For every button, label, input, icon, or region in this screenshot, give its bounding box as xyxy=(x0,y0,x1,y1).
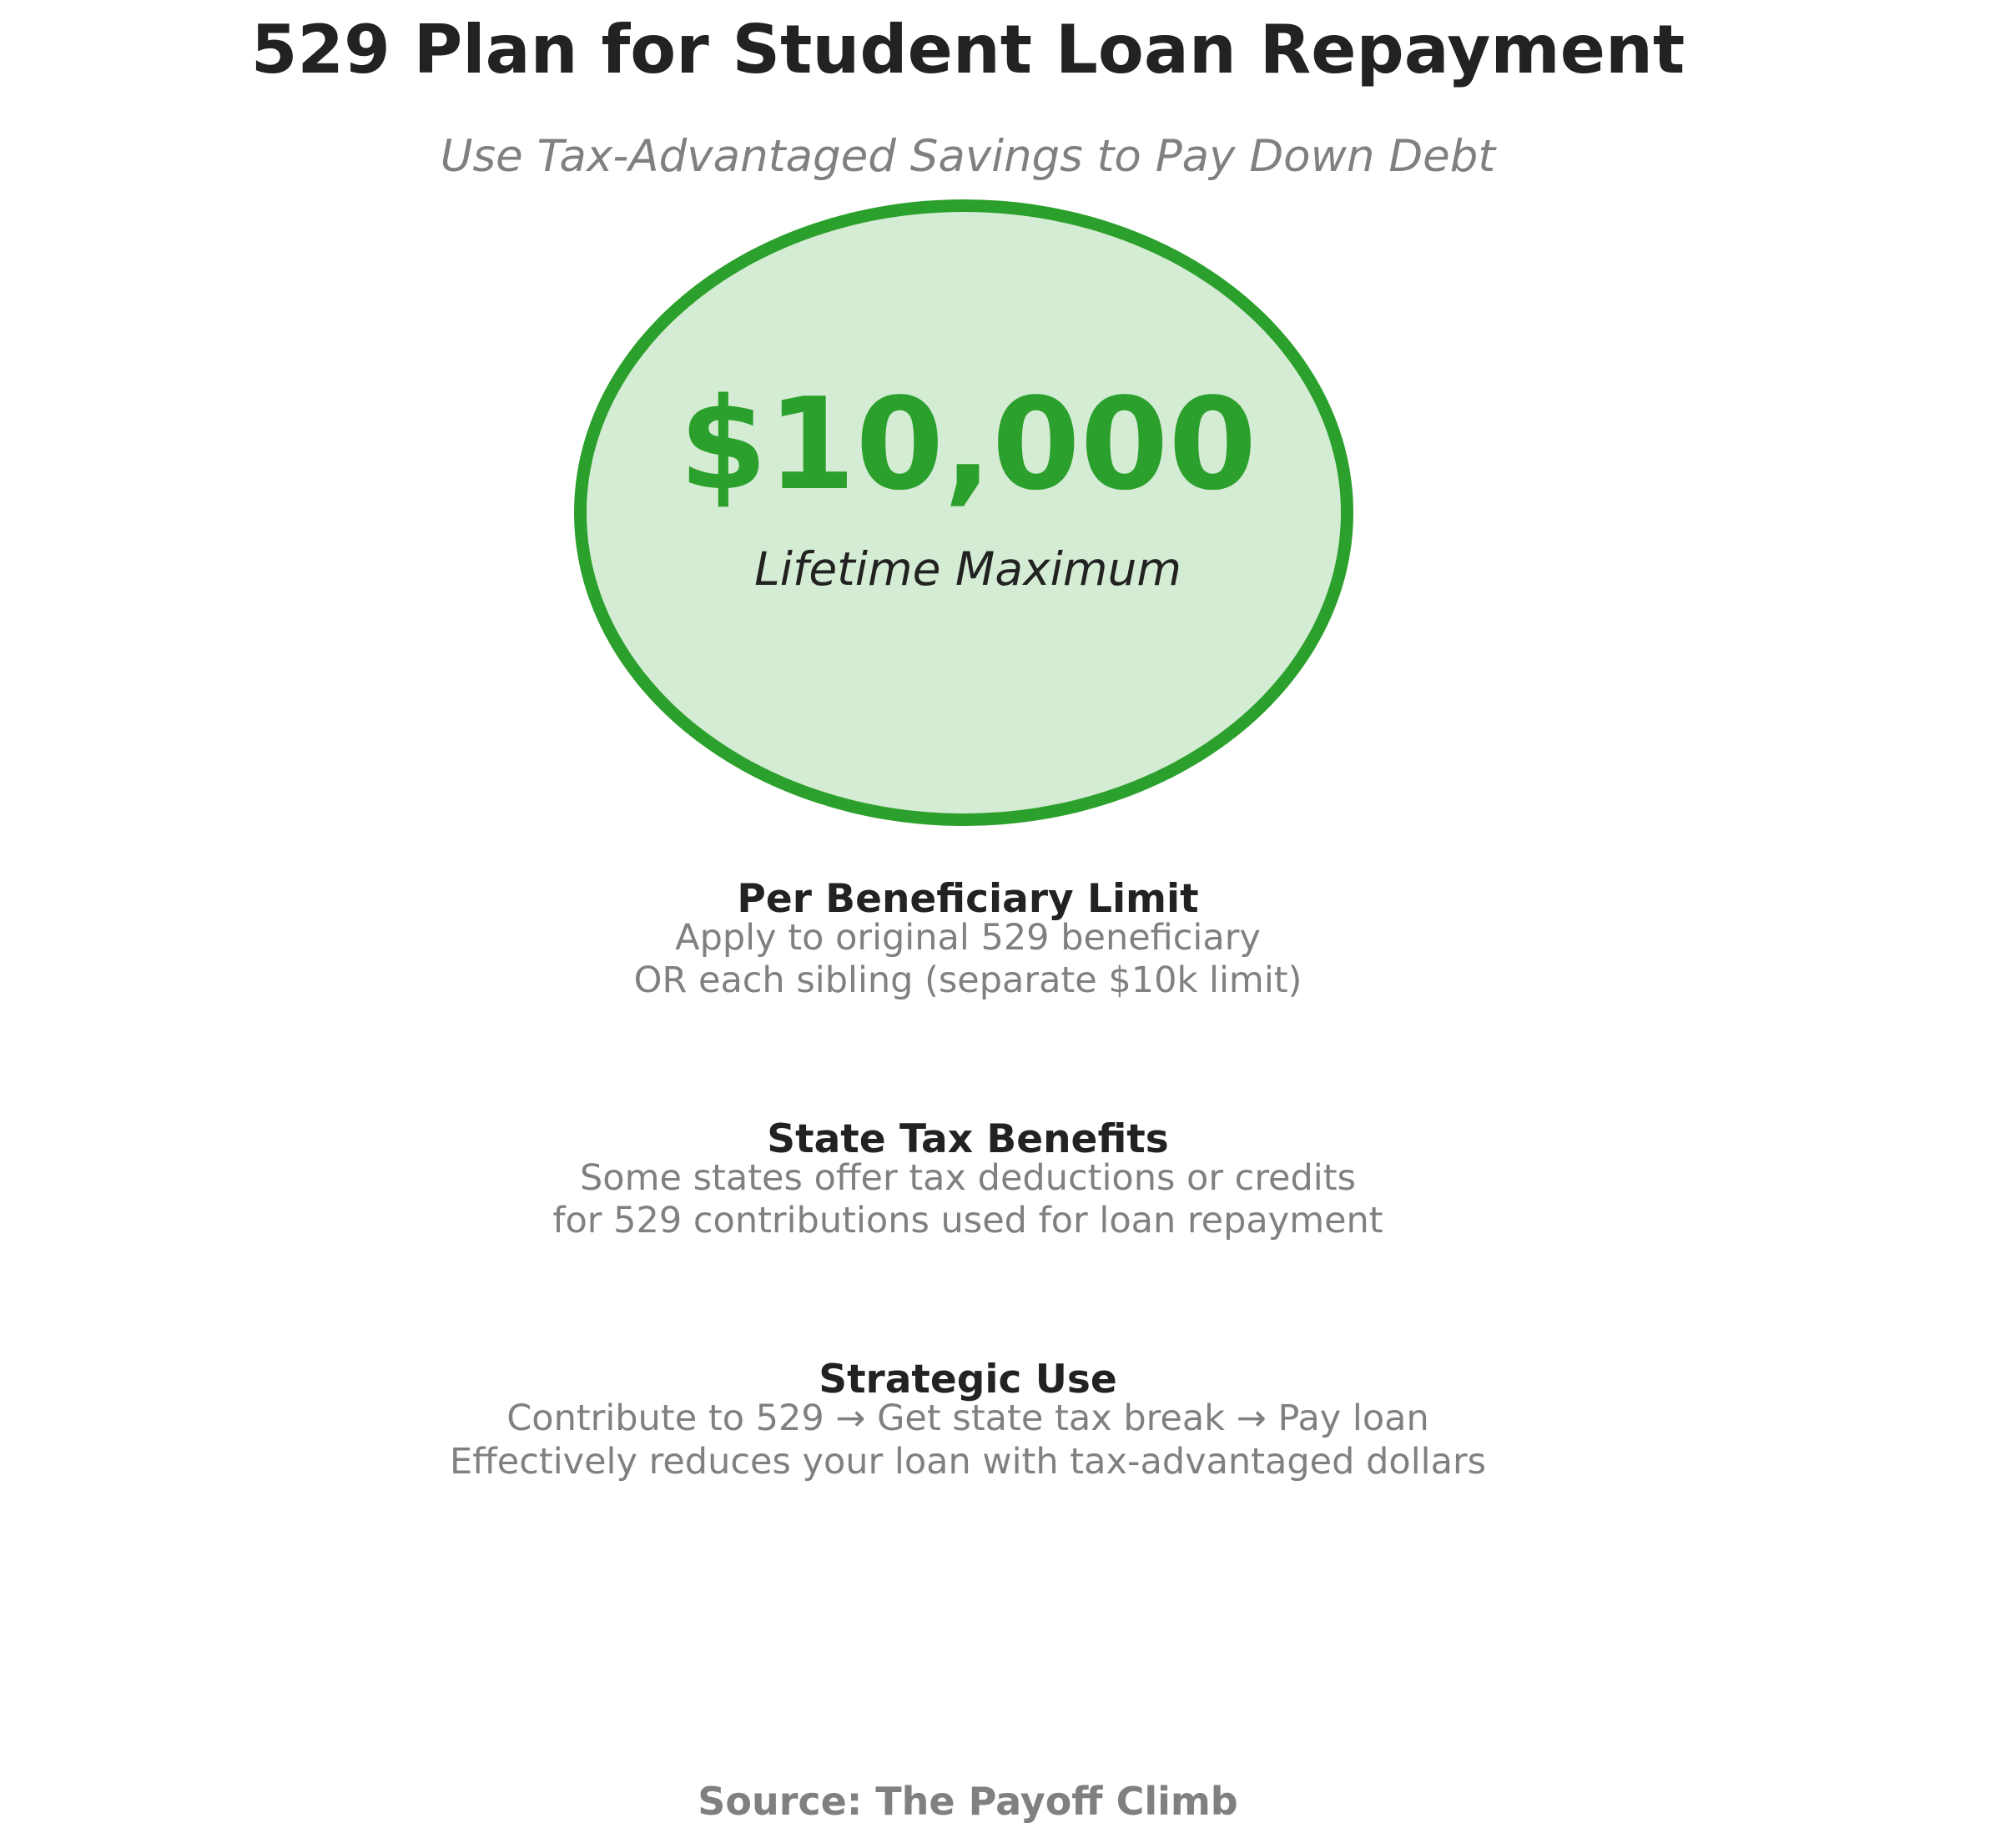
highlight-amount: $10,000 xyxy=(678,370,1257,518)
page-subtitle: Use Tax-Advantaged Savings to Pay Down Debt xyxy=(440,131,1496,182)
section-heading: State Tax Benefits xyxy=(767,1116,1169,1162)
section-heading: Strategic Use xyxy=(819,1357,1117,1402)
highlight-label: Lifetime Maximum xyxy=(754,542,1181,596)
section-heading: Per Beneficiary Limit xyxy=(737,876,1199,922)
section-line: Apply to original 529 beneficiary xyxy=(675,917,1261,959)
page-title: 529 Plan for Student Loan Repayment xyxy=(250,11,1685,88)
section-line: for 529 contributions used for loan repayment xyxy=(552,1200,1383,1241)
source-credit: Source: The Payoff Climb xyxy=(698,1779,1238,1824)
section-line: OR each sibling (separate $10k limit) xyxy=(633,959,1302,1001)
section-line: Some states offer tax deductions or credits xyxy=(579,1157,1357,1199)
section-line: Effectively reduces your loan with tax-advantaged dollars xyxy=(449,1441,1487,1483)
section-line: Contribute to 529 → Get state tax break → Pay loan xyxy=(506,1397,1429,1439)
